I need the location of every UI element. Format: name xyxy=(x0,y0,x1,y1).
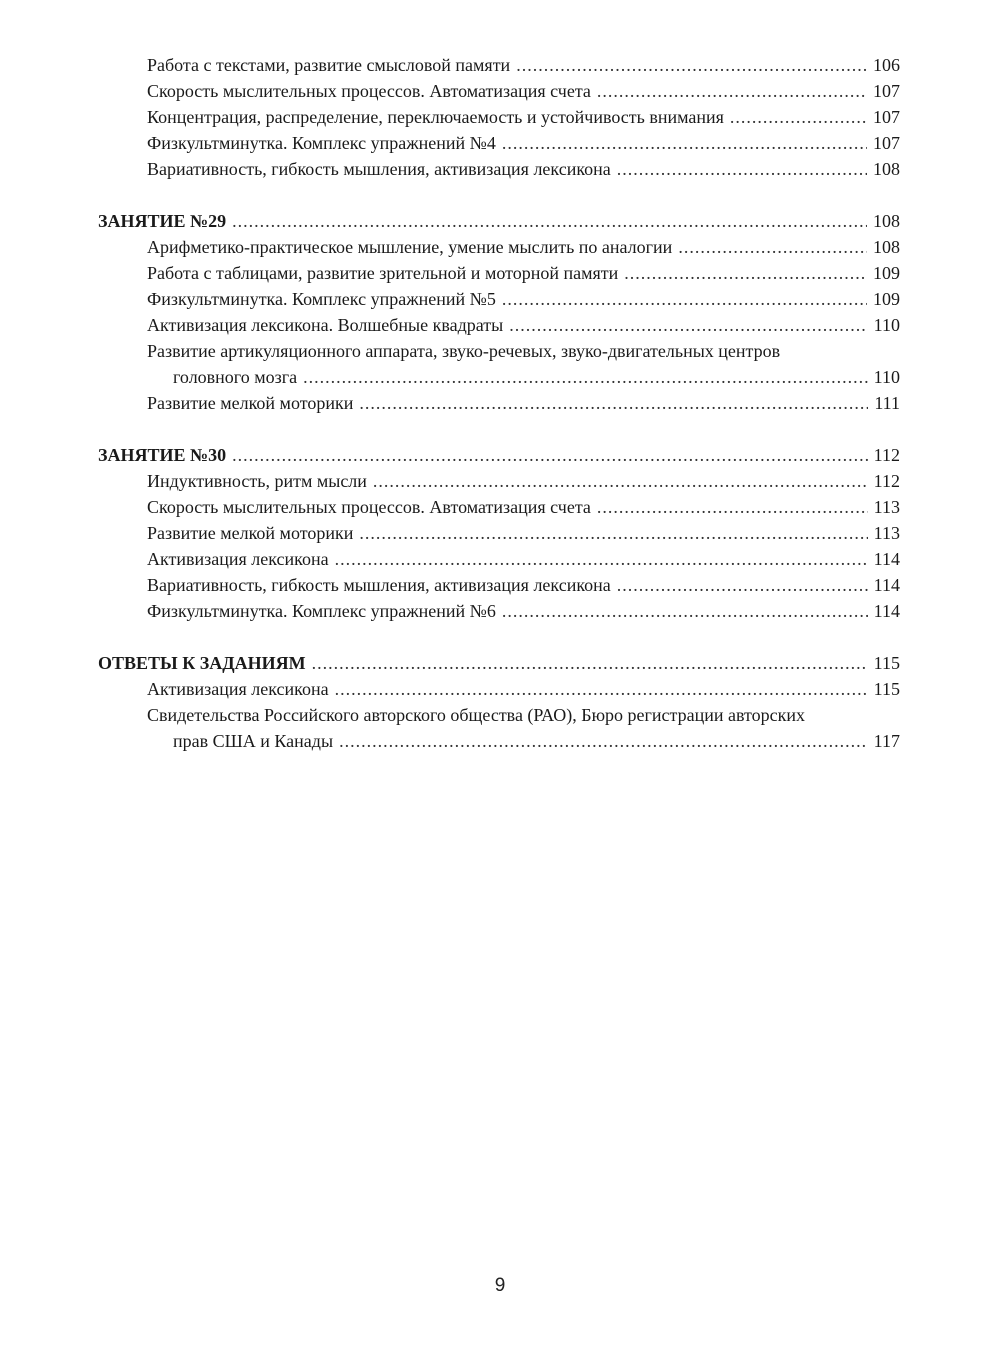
toc-entry-first-line[interactable]: Свидетельства Российского авторского общества (РАО), Бюро регистрации авторских xyxy=(147,705,806,725)
leader-dots xyxy=(502,598,868,624)
leader-dots xyxy=(516,52,867,78)
leader-dots xyxy=(339,728,868,754)
toc-section-heading[interactable]: ОТВЕТЫ К ЗАДАНИЯМ ..... 115 xyxy=(98,650,900,676)
toc-entry[interactable]: Вариативность, гибкость мышления, активизация лексикона ..... 108 xyxy=(98,156,900,182)
leader-dots xyxy=(359,520,867,546)
leader-dots xyxy=(335,676,868,702)
leader-dots xyxy=(303,364,868,390)
toc-entry[interactable]: Индуктивность, ритм мысли ..... 112 xyxy=(98,468,900,494)
toc-entry[interactable]: Скорость мыслительных процессов. Автоматизация счета ..... 107 xyxy=(98,78,900,104)
leader-dots xyxy=(617,156,867,182)
toc-section-heading[interactable]: ЗАНЯТИЕ №30 ..... 112 xyxy=(98,442,900,468)
toc-entry[interactable]: Развитие мелкой моторики ..... 113 xyxy=(98,520,900,546)
leader-dots xyxy=(678,234,867,260)
toc-entry[interactable]: Концентрация, распределение, переключаемость и устойчивость внимания ..... 107 xyxy=(98,104,900,130)
leader-dots xyxy=(232,208,867,234)
leader-dots xyxy=(312,650,868,676)
leader-dots xyxy=(624,260,867,286)
toc-entry-continuation[interactable]: прав США и Канады ..... 117 xyxy=(98,728,900,754)
table-of-contents xyxy=(98,52,900,754)
toc-entry[interactable]: Физкультминутка. Комплекс упражнений №6 ..... 114 xyxy=(98,598,900,624)
toc-entry[interactable]: Активизация лексикона ..... 114 xyxy=(98,546,900,572)
leader-dots xyxy=(502,130,867,156)
leader-dots xyxy=(597,494,868,520)
leader-dots xyxy=(617,572,868,598)
toc-entry[interactable]: Вариативность, гибкость мышления, активизация лексикона ..... 114 xyxy=(98,572,900,598)
toc-entry[interactable]: Физкультминутка. Комплекс упражнений №5 ..... 109 xyxy=(98,286,900,312)
toc-section-heading[interactable]: ЗАНЯТИЕ №29 ..... 108 xyxy=(98,208,900,234)
toc-entry[interactable]: Арифметико-практическое мышление, умение мыслить по аналогии ..... 108 xyxy=(98,234,900,260)
toc-entry-first-line[interactable]: Развитие артикуляционного аппарата, звуко-речевых, звуко-двигательных центров xyxy=(147,341,781,361)
leader-dots xyxy=(509,312,867,338)
leader-dots xyxy=(359,390,868,416)
toc-entry[interactable]: Развитие мелкой моторики ..... 111 xyxy=(98,390,900,416)
leader-dots xyxy=(335,546,868,572)
toc-entry[interactable]: Работа с таблицами, развитие зрительной и моторной памяти ..... 109 xyxy=(98,260,900,286)
toc-entry-continuation[interactable]: головного мозга ..... 110 xyxy=(98,364,900,390)
leader-dots xyxy=(502,286,867,312)
toc-entry[interactable]: Скорость мыслительных процессов. Автоматизация счета ..... 113 xyxy=(98,494,900,520)
leader-dots xyxy=(730,104,867,130)
toc-entry[interactable]: Активизация лексикона. Волшебные квадраты ..... 110 xyxy=(98,312,900,338)
leader-dots xyxy=(373,468,868,494)
toc-entry[interactable]: Активизация лексикона ..... 115 xyxy=(98,676,900,702)
toc-entry[interactable]: Работа с текстами, развитие смысловой памяти ..... 106 xyxy=(98,52,900,78)
toc-entry[interactable]: Физкультминутка. Комплекс упражнений №4 ..... 107 xyxy=(98,130,900,156)
page-number: 9 xyxy=(494,1275,506,1296)
leader-dots xyxy=(597,78,867,104)
leader-dots xyxy=(232,442,868,468)
